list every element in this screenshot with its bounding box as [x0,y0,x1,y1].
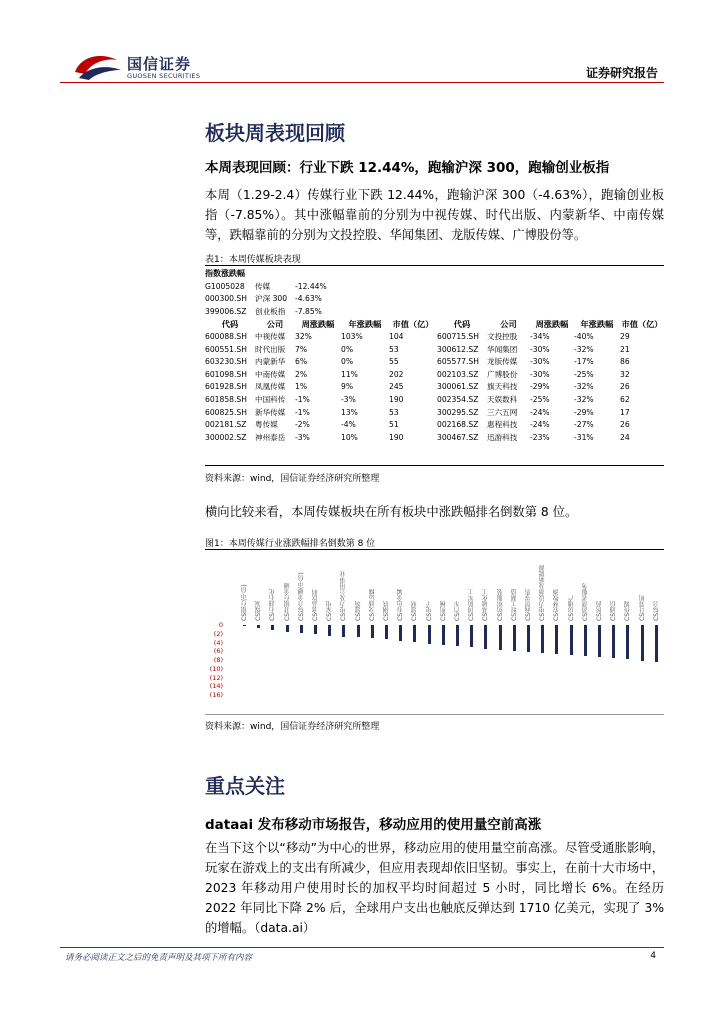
y-tick-label: (10) [209,664,223,673]
logo-english-name: GUOSEN SECURITIES [127,72,201,80]
y-tick-label: (14) [209,682,223,691]
table-cell: -32% [574,344,594,354]
x-category-label: CS食品饮料 [312,589,319,621]
report-type: 证券研究报告 [585,66,658,80]
table-cell: -34% [530,331,550,341]
footer-divider [60,947,664,948]
table-cell: -2% [295,420,310,430]
y-tick-label: (6) [213,647,223,656]
table-cell: 600551.SH [205,344,247,354]
figure-bottom-rule [205,714,664,715]
x-category-label: CS医药 [596,601,603,621]
figure-source: 资料来源：wind，国信证券经济研究所整理 [205,722,380,732]
table-cell: 1% [295,382,308,392]
chart-bar [399,625,402,641]
figure-caption: 图1：本周传媒行业涨跌幅排名倒数第 8 位 [205,539,376,549]
paragraph-weekly-performance: 本周（1.29-2.4）传媒行业下跌 12.44%，跑输沪深 300（-4.63%），跑输创业板指（-7.85%）。其中涨幅靠前的分别为中视传媒、时代出版、内蒙新华、中南传媒等，跌幅靠前的分别为文投控股、华闻集团、龙版传媒、广博股份等。 [205,188,664,242]
table-cell: 002181.SZ [205,420,247,430]
table-cell: 600715.SH [437,331,479,341]
table-cell: -24% [530,407,550,417]
chart-bar [456,625,459,646]
table-cell: 104 [389,331,404,341]
y-tick-label: (8) [213,656,223,664]
x-category-label: CS汽车 [454,601,461,621]
x-category-label: CS交通运输 [368,589,376,621]
x-category-label: CS钢铁 [383,601,390,621]
x-category-label: CS综合金融(中信) [297,572,305,621]
table-cell: -31% [574,432,594,442]
table-cell: 17 [620,407,630,417]
table-row [205,432,664,445]
table-cell: 中国科传 [255,394,286,404]
table-cell: -30% [530,357,550,367]
footer-disclaimer: 请务必阅读正文之后的免责声明及其项下所有内容 [65,953,253,963]
x-category-label: CS有色金属 [397,589,405,621]
x-category-label: CS家电 [326,601,334,621]
section-title-weekly-review: 板块周表现回顾 [205,121,345,145]
table-row [205,419,664,432]
chart-bar [385,625,388,639]
table-cell: 300295.SZ [437,407,479,417]
table-cell: 62 [620,394,630,404]
table-cell: 32 [620,369,630,379]
table-row [205,407,664,420]
table-cell: -23% [530,432,550,442]
y-tick-label: (12) [209,673,223,682]
table-cell: 9% [341,382,354,392]
chart-bar [357,625,360,637]
table-cell: -24% [530,420,550,430]
table-cell: 600088.SH [205,331,247,341]
table-cell: 53 [389,344,399,354]
chart-bar [541,625,544,653]
table-cell: 文投控股 [487,331,518,341]
table-cell: 300002.SZ [205,432,247,442]
chart-bar [371,625,374,638]
table-cell: 24 [620,432,630,442]
table-cell: -1% [295,407,310,417]
chart-bar [527,625,530,652]
table-cell: 51 [389,420,399,430]
header-divider [60,82,664,83]
table-cell: 300061.SZ [437,382,479,392]
table-cell: -25% [574,369,594,379]
x-category-label: CS纺织服装 [496,589,504,621]
x-category-label: CS石油石化 [269,589,277,621]
table-cell: 0% [341,344,354,354]
table-cell: 190 [389,432,404,442]
y-tick-label: (4) [213,638,223,647]
industry-ranking-chart [205,553,664,713]
table-cell: 天娱数科 [487,394,518,404]
table-cell: 86 [620,357,630,367]
table-cell: 245 [389,382,404,392]
x-category-label: CS电子 [425,601,433,621]
chart-bar [442,625,445,645]
table-cell: 300612.SZ [437,344,479,354]
x-category-label: CS房地产 [567,595,575,621]
chart-bar [314,625,317,634]
table-cell: 凤凰传媒 [255,382,286,392]
x-category-label: CS基础化工 [482,589,490,621]
table-cell: 华闻集团 [487,344,518,354]
chart-bar [484,625,487,649]
table-row [205,344,664,357]
table-cell: 惠程科技 [487,420,518,430]
x-category-label: CS机械 [439,601,447,621]
x-category-label: CS电力及公用事业 [340,571,348,621]
chart-bar [641,625,644,661]
table-cell: -32% [574,382,594,392]
chart-bar [342,625,345,637]
index-row: G1005028 传媒 -12.44% [205,281,327,291]
table-cell: 002103.SZ [437,369,479,379]
table-cell: 190 [389,394,404,404]
figure-top-rule [205,549,664,550]
table-cell: 26 [620,382,630,392]
chart-bar [598,625,601,657]
index-row: 399006.SZ 创业板指 -7.85% [205,306,322,316]
table-cell: 32% [295,331,312,341]
table-cell: -4% [341,420,356,430]
table-cell: -27% [574,420,594,430]
chart-bar [271,625,274,630]
chart-bar [555,625,558,654]
table-cell: 三六五网 [487,407,518,417]
table-cell: 002168.SZ [437,420,479,430]
table-cell: 601928.SH [205,382,247,392]
table-row [205,356,664,369]
table-cell: 53 [389,407,399,417]
table-cell: 0% [341,357,354,367]
x-category-label: CS建筑 [354,601,362,621]
table-cell: 603230.SH [205,357,247,367]
table-row [205,394,664,407]
table-cell: 旗天科技 [487,382,518,392]
table-cell: -3% [295,432,310,442]
headline-dataai-report: dataai 发布移动市场报告，移动应用的使用量空前高涨 [205,817,542,833]
table-cell: 601858.SH [205,394,247,404]
chart-bar [300,625,303,633]
table-cell: 10% [341,432,358,442]
x-category-label: CS综合 [652,601,660,621]
table-column-headers: 代码 公司 周涨跌幅 年涨跌幅 市值（亿） 代码 公司 周涨跌幅 年涨跌幅 市值（亿） [221,319,663,330]
table-row [205,369,664,382]
table-cell: -1% [295,394,310,404]
table-cell: 广博股份 [487,369,518,379]
x-category-label: CS煤炭 [255,601,263,621]
table-top-rule [205,265,664,266]
table-cell: 601098.SH [205,369,247,379]
table-cell: 29 [620,331,630,341]
x-category-label: CS银行(中信) [241,584,248,621]
x-category-label: CS非银行金融 [283,583,291,621]
table-cell: 600825.SH [205,407,247,417]
x-category-label: CS通信 [610,601,618,621]
chart-bar [428,625,431,644]
table-cell: 新华传媒 [255,407,286,417]
table-cell: 中南传媒 [255,369,286,379]
x-category-label: CS消费者服务 [581,583,589,621]
index-header: 指数涨跌幅 [205,269,245,278]
headline-weekly-performance: 本周表现回顾：行业下跌 12.44%，跑输沪深 300，跑输创业板指 [205,160,610,176]
table-cell: 粤传媒 [255,420,278,430]
x-category-label: CS传媒 [624,601,632,621]
chart-bar [328,625,331,636]
table-bottom-rule [205,465,664,466]
x-category-label: CS轻工制造 [510,589,518,621]
chart-bar [655,625,658,662]
table-cell: 202 [389,369,404,379]
chart-bar [513,625,516,651]
table-cell: -29% [574,407,594,417]
x-category-label: CS电力设备及新能源 [539,565,547,621]
table-cell: 55 [389,357,399,367]
y-tick-label: 0 [218,621,223,629]
chart-bar [570,625,573,655]
x-category-label: CS农林牧渔 [553,589,561,621]
chart-bar [257,625,260,628]
y-tick-label: (16) [209,691,223,699]
paragraph-ranking: 横向比较来看，本周传媒板块在所有板块中涨跌幅排名倒数第 8 位。 [205,505,578,519]
table-cell: 605577.SH [437,357,479,367]
chart-bar [499,625,502,650]
table-source: 资料来源：wind，国信证券经济研究所整理 [205,474,380,484]
table-cell: 神州泰岳 [255,432,286,442]
table-cell: 002354.SZ [437,394,479,404]
table-cell: 2% [295,369,308,379]
guosen-logo-icon [71,50,123,82]
chart-bar [612,625,615,658]
x-category-label: CS建材 [411,601,419,621]
table-cell: -30% [530,369,550,379]
table-caption: 表1：本周传媒板块表现 [205,255,301,265]
chart-bar [584,625,587,656]
index-row: 000300.SH 沪深 300 -4.63% [205,294,322,304]
table-cell: 龙版传媒 [487,357,518,367]
logo-chinese-name: 国信证券 [127,55,192,73]
x-category-label: CS计算机 [638,595,646,621]
x-category-label: CS国防军工 [468,589,476,621]
x-category-label: CS商贸零售 [525,589,532,621]
table-cell: -30% [530,344,550,354]
section-title-focus: 重点关注 [205,774,285,798]
table-cell: 11% [341,369,358,379]
chart-bar [413,625,416,642]
table-cell: 时代出版 [255,344,286,354]
table-cell: 26 [620,420,630,430]
chart-bar [286,625,289,632]
performance-table [205,268,664,444]
table-cell: 13% [341,407,358,417]
table-cell: 内蒙新华 [255,357,286,367]
chart-bar [243,625,246,626]
chart-bar [626,625,629,659]
table-cell: -29% [530,382,550,392]
paragraph-dataai-report: 在当下这个以“移动”为中心的世界，移动应用的使用量空前高涨。尽管受通胀影响，玩家在游戏上的支出有所减少，但应用表现却依旧坚韧。事实上，在前十大市场中，2023 年移动用户使用时长的加权平均时间超过 5 小时，同比增长 6%。在经历 2022 年同比下降 2% 后，全球用户支出也触底反弹达到 1710 亿美元，实现了 3% 的增幅。（data.ai） [205,841,664,935]
table-cell: 6% [295,357,308,367]
table-cell: -25% [530,394,550,404]
table-cell: -40% [574,331,594,341]
page-number: 4 [650,951,656,961]
chart-bar [470,625,473,647]
table-cell: 7% [295,344,308,354]
table-cell: -3% [341,394,356,404]
table-row [205,331,664,344]
table-cell: -17% [574,357,594,367]
table-cell: 300467.SZ [437,432,479,442]
table-cell: 21 [620,344,630,354]
table-cell: 中视传媒 [255,331,286,341]
table-cell: -32% [574,394,594,404]
table-cell: 迅游科技 [487,432,518,442]
table-row [205,381,664,394]
table-cell: 103% [341,331,363,341]
y-tick-label: (2) [213,629,223,638]
